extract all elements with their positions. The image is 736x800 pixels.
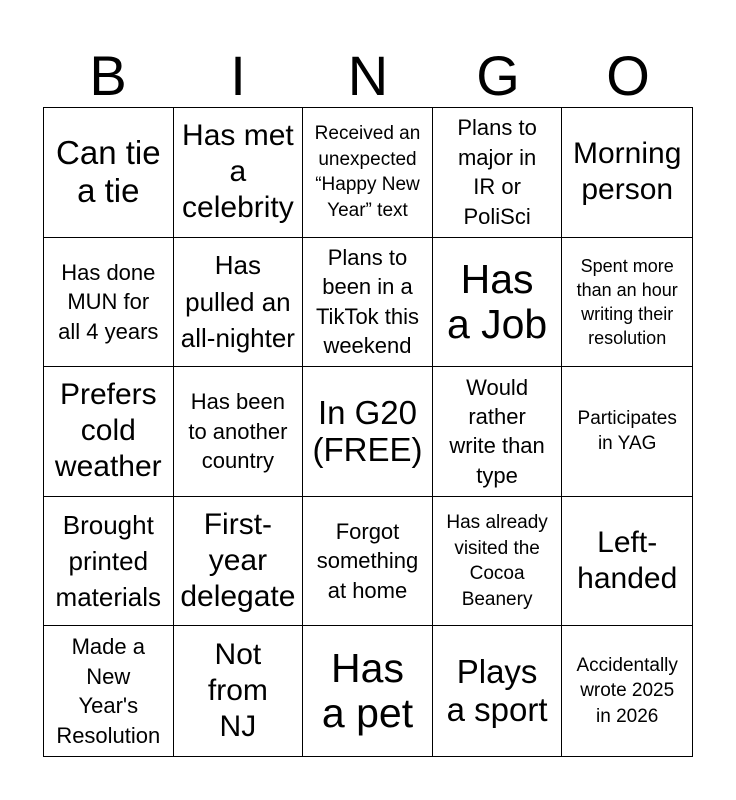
bingo-card-grid	[43, 107, 693, 757]
header-letter-n: N	[347, 44, 389, 107]
bingo-cell[interactable]: Left- handed	[562, 497, 692, 627]
bingo-cell[interactable]: Has pulled an all-nighter	[174, 238, 304, 368]
bingo-cell[interactable]: First- year delegate	[174, 497, 304, 627]
bingo-cell[interactable]: Made a New Year's Resolution	[44, 626, 174, 756]
bingo-cell[interactable]: Has already visited the Cocoa Beanery	[433, 497, 563, 627]
bingo-cell[interactable]: Not from NJ	[174, 626, 304, 756]
bingo-cell[interactable]: Can tie a tie	[44, 108, 174, 238]
header-letter-i: I	[230, 44, 246, 107]
bingo-cell[interactable]: Accidentally wrote 2025 in 2026	[576, 655, 678, 727]
bingo-cell[interactable]: Has a pet	[303, 626, 433, 756]
bingo-cell[interactable]: Has done MUN for all 4 years	[44, 238, 174, 368]
bingo-cell[interactable]: Has been to another country	[174, 367, 304, 497]
bingo-cell[interactable]: Plans to major in IR or PoliSci	[433, 108, 563, 238]
header-letter-b: B	[89, 44, 127, 107]
bingo-cell[interactable]: Has met a celebrity	[174, 108, 304, 238]
bingo-cell[interactable]: Has a Job	[433, 238, 563, 368]
bingo-header	[43, 45, 693, 107]
bingo-cell-free[interactable]: In G20 (FREE)	[303, 367, 433, 497]
bingo-cell[interactable]: Prefers cold weather	[44, 367, 174, 497]
bingo-cell[interactable]: Brought printed materials	[44, 497, 174, 627]
header-letter-g: G	[476, 44, 520, 107]
bingo-cell[interactable]: Plans to been in a TikTok this weekend	[303, 238, 433, 368]
bingo-cell[interactable]: Participates in YAG	[562, 367, 692, 497]
bingo-cell[interactable]: Morning person	[562, 108, 692, 238]
bingo-cell[interactable]: Would rather write than type	[433, 367, 563, 497]
bingo-cell[interactable]: Spent more than an hour writing their resolution	[562, 238, 692, 368]
bingo-cell[interactable]: Plays a sport	[433, 626, 563, 756]
bingo-cell[interactable]: Received an unexpected “Happy New Year” text	[303, 108, 433, 238]
header-letter-o: O	[606, 44, 650, 107]
bingo-cell[interactable]: Forgot something at home	[303, 497, 433, 627]
